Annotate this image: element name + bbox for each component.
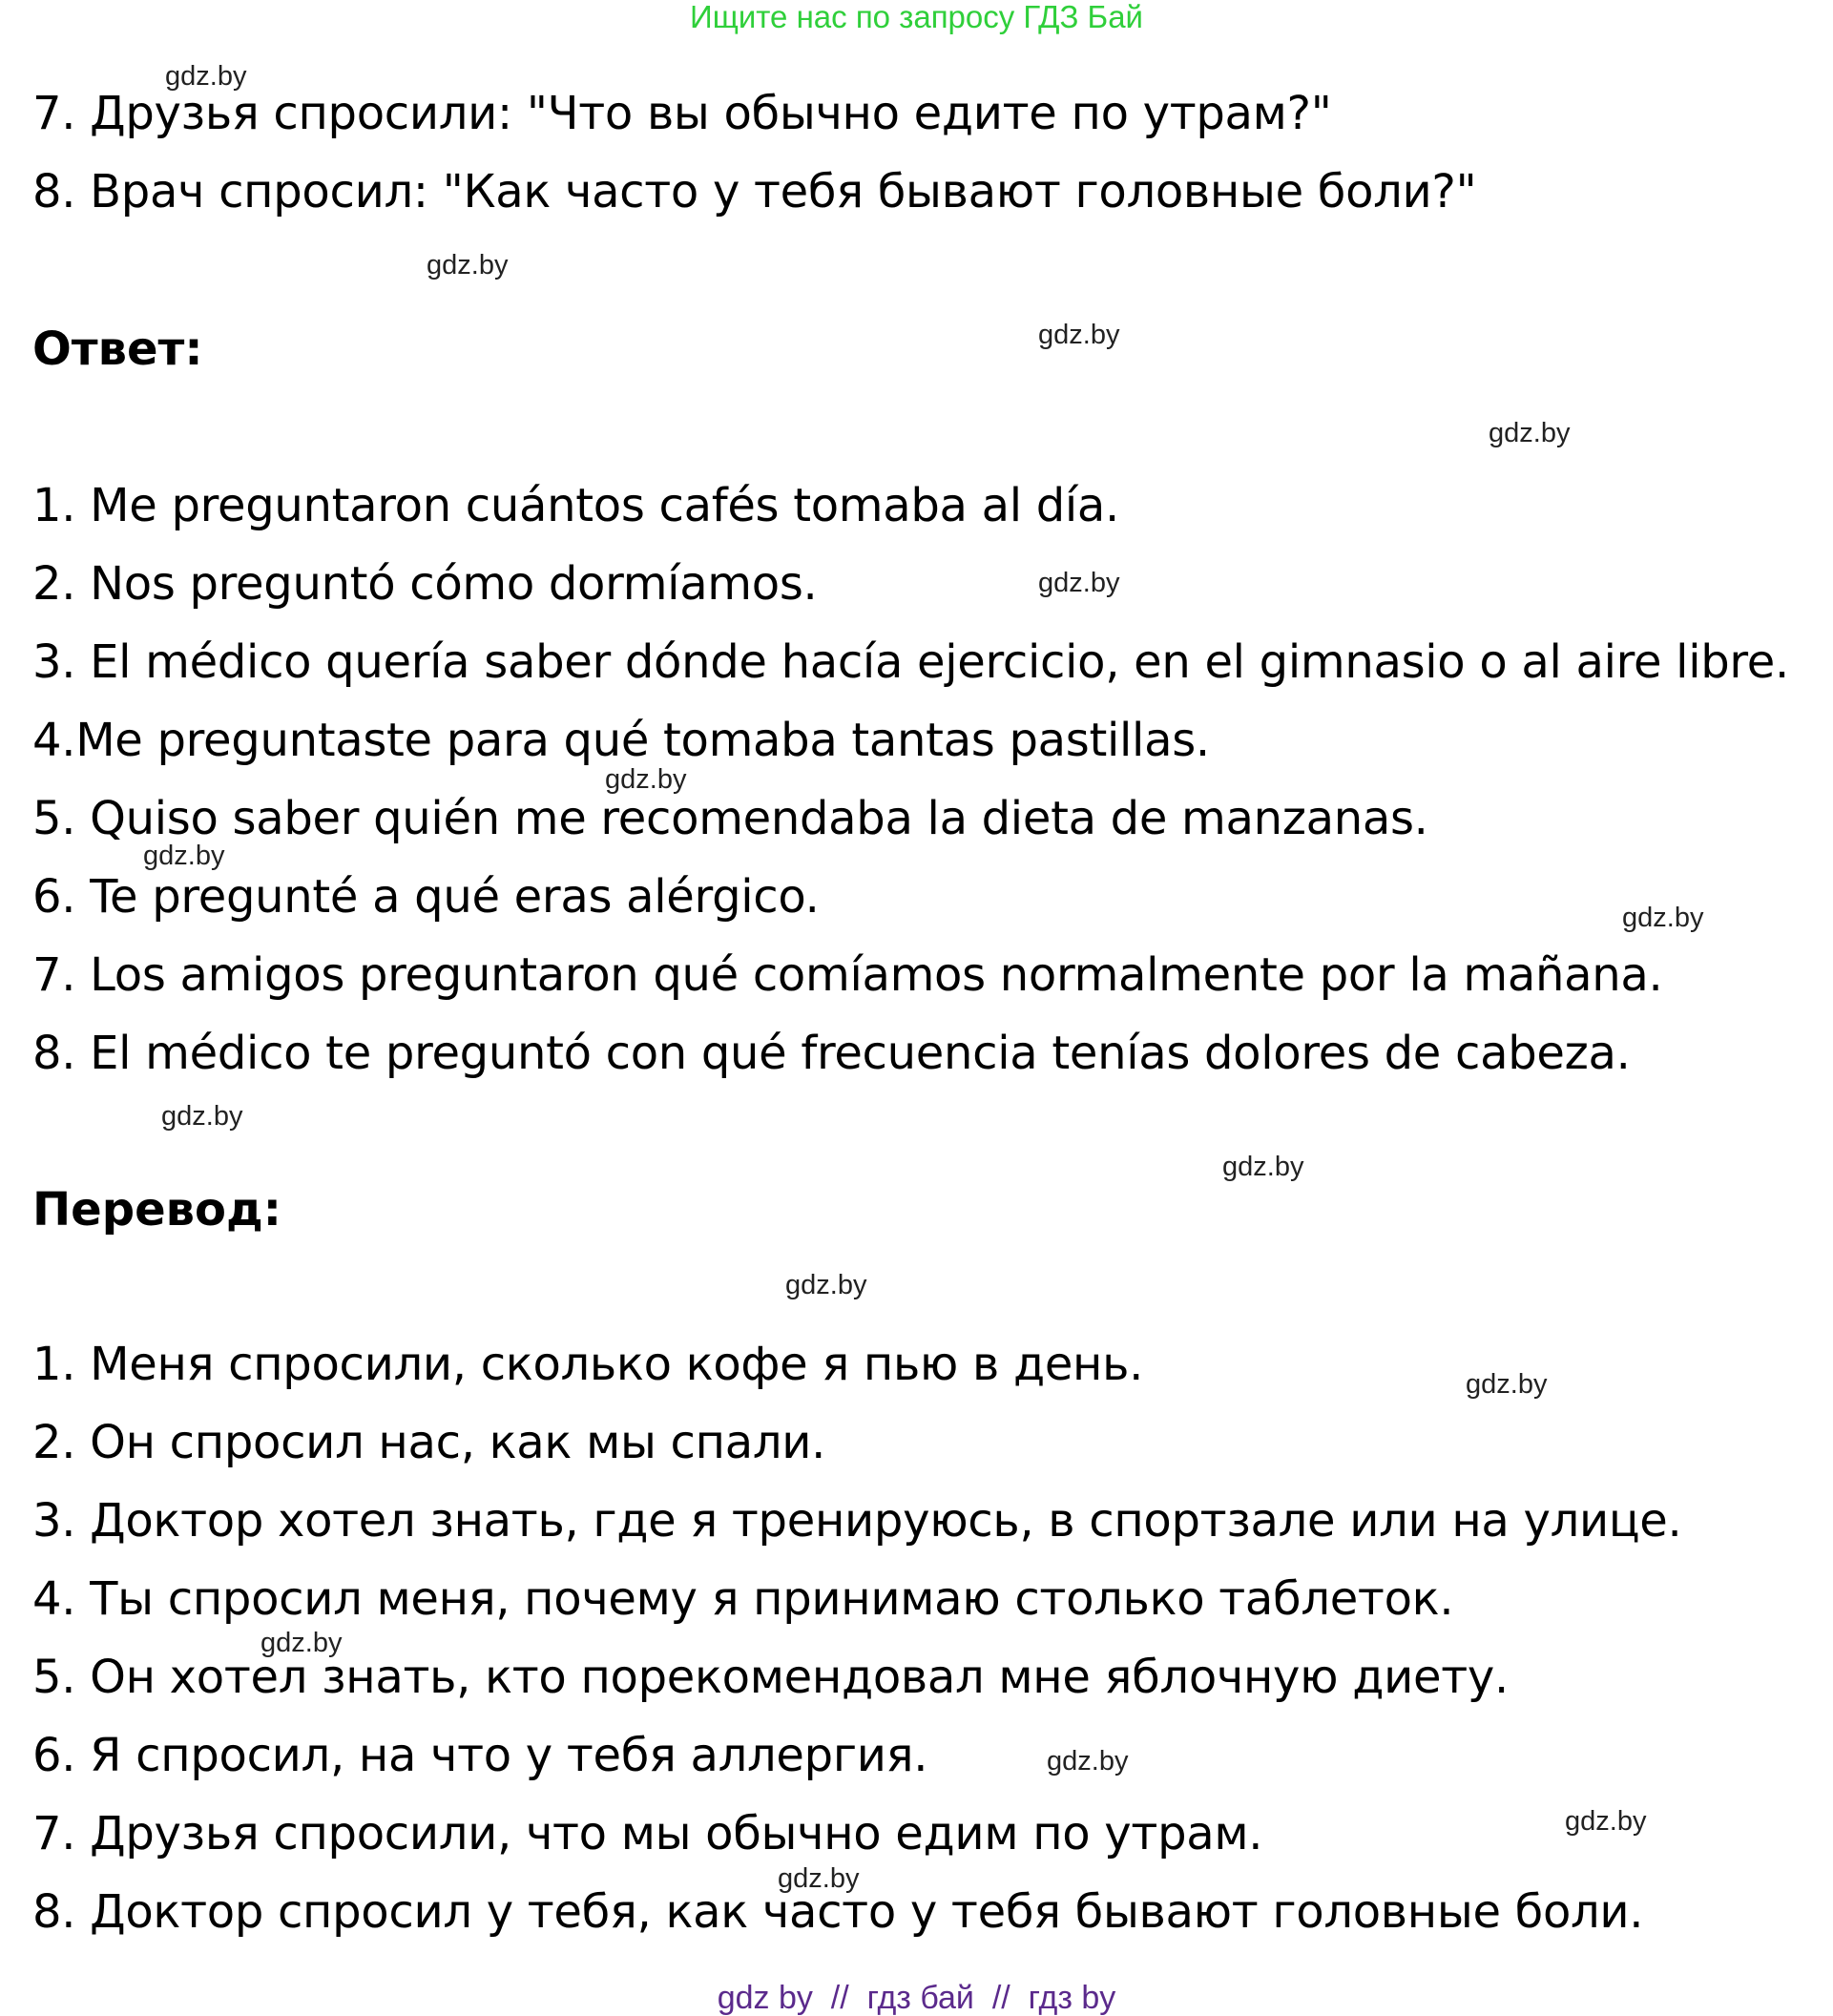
watermark: gdz.by — [161, 1101, 243, 1132]
watermark: gdz.by — [1565, 1806, 1647, 1837]
translation-line-6: 6. Я спросил, на что у тебя аллергия. — [32, 1729, 928, 1782]
answer-line-3: 3. El médico quería saber dónde hacía ejercicio, en el gimnasio o al aire libre. — [32, 635, 1789, 689]
watermark: gdz.by — [427, 250, 509, 281]
watermark: gdz.by — [143, 841, 225, 871]
watermark: gdz.by — [260, 1628, 343, 1658]
footer-links: gdz by // гдз бай // гдз by — [717, 1980, 1116, 2016]
answer-line-6: 6. Te pregunté a qué eras alérgico. — [32, 870, 820, 924]
translation-line-4: 4. Ты спросил меня, почему я принимаю столько таблеток. — [32, 1572, 1454, 1626]
translation-line-5: 5. Он хотел знать, кто порекомендовал мне яблочную диету. — [32, 1651, 1509, 1704]
watermark: gdz.by — [1047, 1746, 1129, 1777]
translation-line-8: 8. Доктор спросил у тебя, как часто у тебя бывают головные боли. — [32, 1885, 1644, 1939]
question-7: 7. Друзья спросили: "Что вы обычно едите по утрам?" — [32, 87, 1332, 140]
answer-line-1: 1. Me preguntaron cuántos cafés tomaba al día. — [32, 479, 1119, 532]
watermark: gdz.by — [1466, 1369, 1548, 1400]
watermark: gdz.by — [1038, 320, 1120, 350]
watermark: gdz.by — [1038, 568, 1120, 598]
answer-line-8: 8. El médico te preguntó con qué frecuencia tenías dolores de cabeza. — [32, 1027, 1631, 1080]
translation-line-1: 1. Меня спросили, сколько кофе я пью в день. — [32, 1338, 1144, 1391]
watermark: gdz.by — [165, 61, 247, 92]
answer-line-4: 4.Me preguntaste para qué tomaba tantas pastillas. — [32, 714, 1210, 767]
watermark: gdz.by — [778, 1863, 860, 1894]
translation-heading: Перевод: — [32, 1183, 281, 1237]
watermark: gdz.by — [1489, 418, 1571, 448]
translation-line-7: 7. Друзья спросили, что мы обычно едим по утрам. — [32, 1807, 1263, 1860]
watermark: gdz.by — [605, 764, 687, 795]
watermark: gdz.by — [785, 1270, 867, 1300]
translation-line-3: 3. Доктор хотел знать, где я тренируюсь, в спортзале или на улице. — [32, 1494, 1682, 1548]
answer-line-5: 5. Quiso saber quién me recomendaba la dieta de manzanas. — [32, 792, 1428, 845]
answer-heading: Ответ: — [32, 322, 203, 376]
watermark: gdz.by — [1222, 1152, 1304, 1182]
translation-line-2: 2. Он спросил нас, как мы спали. — [32, 1416, 826, 1469]
watermark: gdz.by — [1622, 903, 1704, 933]
question-8: 8. Врач спросил: "Как часто у тебя бывают головные боли?" — [32, 165, 1477, 218]
answer-line-7: 7. Los amigos preguntaron qué comíamos normalmente por la mañana. — [32, 948, 1663, 1002]
top-banner: Ищите нас по запросу ГДЗ Бай — [690, 0, 1143, 34]
answer-line-2: 2. Nos preguntó cómo dormíamos. — [32, 557, 818, 611]
